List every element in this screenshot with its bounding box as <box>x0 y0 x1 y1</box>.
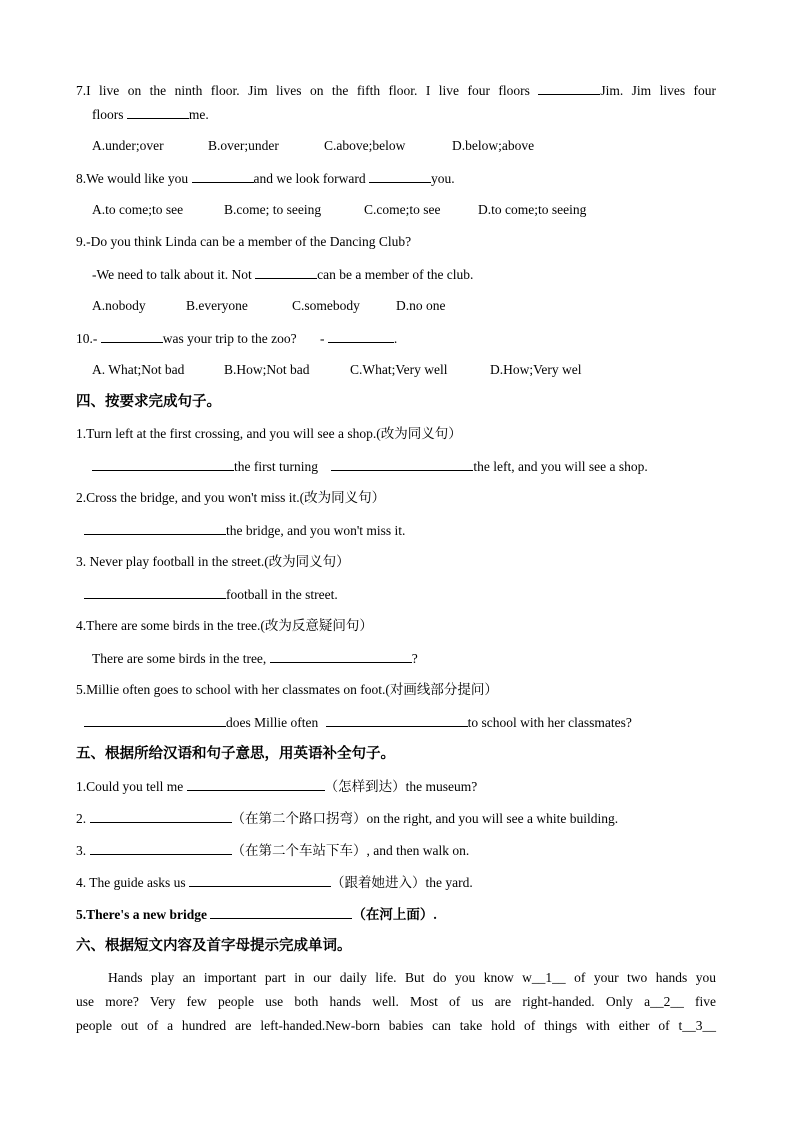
option-c[interactable]: C.above;below <box>324 138 406 153</box>
option-c[interactable]: C.somebody <box>292 298 360 313</box>
option-d[interactable]: D.How;Very wel <box>490 362 582 377</box>
option-a[interactable]: A. What;Not bad <box>92 362 185 377</box>
q10-question: 10.- was your trip to the zoo? - . <box>76 331 398 346</box>
q9-question: 9.-Do you think Linda can be a member of the Dancing Club? <box>76 234 412 249</box>
s4-a1: the first turning the left, and you will see a shop. <box>92 457 648 476</box>
option-c[interactable]: C.come;to see <box>364 202 441 217</box>
answer-blank[interactable] <box>90 841 232 855</box>
q9-options <box>92 297 446 315</box>
answer-blank[interactable] <box>92 457 234 471</box>
answer-blank[interactable] <box>84 521 226 535</box>
option-c[interactable]: C.What;Very well <box>350 362 448 377</box>
section-4-title: 四、按要求完成句子。 <box>76 394 221 410</box>
answer-blank[interactable] <box>210 905 352 919</box>
s4-a4: There are some birds in the tree, ? <box>92 651 418 666</box>
option-a[interactable]: A.to come;to see <box>92 202 184 217</box>
s5-q2: 2. （在第二个路口拐弯）on the right, and you will see a white building. <box>76 811 619 826</box>
q7-options <box>92 137 534 155</box>
q7-line2: floors me. <box>92 107 209 122</box>
q9-answer: -We need to talk about it. Not can be a member of the club. <box>92 267 474 282</box>
q8-options <box>92 201 586 219</box>
s4-q1: 1.Turn left at the first crossing, and you will see a shop.(改为同义句） <box>76 426 462 441</box>
passage-line-1: Hands play an important part in our daily life. But do you know w__1__ of your two hands you <box>108 970 716 985</box>
s5-q1: 1.Could you tell me （怎样到达）the museum? <box>76 779 478 794</box>
answer-blank[interactable] <box>84 585 226 599</box>
option-a[interactable]: A.under;over <box>92 138 164 153</box>
answer-blank[interactable] <box>331 457 473 471</box>
answer-blank[interactable] <box>187 777 325 791</box>
section-5-title: 五、根据所给汉语和句子意思，用英语补全句子。 <box>76 746 395 762</box>
option-b[interactable]: B.everyone <box>186 298 248 313</box>
answer-blank[interactable] <box>189 873 331 887</box>
answer-blank[interactable] <box>326 713 468 727</box>
option-d[interactable]: D.below;above <box>452 138 535 153</box>
option-b[interactable]: B.over;under <box>208 138 279 153</box>
answer-blank[interactable] <box>127 105 189 119</box>
s5-q4: 4. The guide asks us （跟着她进入）the yard. <box>76 875 473 890</box>
answer-blank[interactable] <box>255 265 317 279</box>
s4-q5: 5.Millie often goes to school with her classmates on foot.(对画线部分提问） <box>76 682 498 697</box>
answer-blank[interactable] <box>538 81 600 95</box>
answer-blank[interactable] <box>84 713 226 727</box>
answer-blank[interactable] <box>90 809 232 823</box>
s5-q5: 5.There's a new bridge （在河上面）. <box>76 907 437 922</box>
s5-q3: 3. （在第二个车站下车）, and then walk on. <box>76 843 470 858</box>
option-b[interactable]: B.come; to seeing <box>224 202 322 217</box>
s4-a5: does Millie often to school with her classmates? <box>84 713 632 732</box>
section-6-title: 六、根据短文内容及首字母提示完成单词。 <box>76 938 352 954</box>
option-a[interactable]: A.nobody <box>92 298 146 313</box>
s4-a3: football in the street. <box>84 585 338 604</box>
q10-options <box>92 361 581 379</box>
option-d[interactable]: D.no one <box>396 298 446 313</box>
option-b[interactable]: B.How;Not bad <box>224 362 310 377</box>
answer-blank[interactable] <box>270 649 412 663</box>
option-d[interactable]: D.to come;to seeing <box>478 202 587 217</box>
passage-line-2: use more? Very few people use both hands well. Most of us are right-handed. Only a__2__ five <box>76 994 716 1009</box>
q8-question: 8.We would like you and we look forward you. <box>76 171 455 186</box>
s4-q2: 2.Cross the bridge, and you won't miss it.(改为同义句） <box>76 490 386 505</box>
s4-a2: the bridge, and you won't miss it. <box>84 521 405 540</box>
s4-q3: 3. Never play football in the street.(改为同义句） <box>76 554 350 569</box>
s4-q4: 4.There are some birds in the tree.(改为反意疑问句） <box>76 618 373 633</box>
answer-blank[interactable] <box>328 329 394 343</box>
answer-blank[interactable] <box>369 169 431 183</box>
answer-blank[interactable] <box>192 169 254 183</box>
answer-blank[interactable] <box>101 329 163 343</box>
passage-line-3: people out of a hundred are left-handed.New-born babies can take hold of things with either of t__3__ <box>76 1018 716 1033</box>
q7-line1: 7.I live on the ninth floor. Jim lives on the fifth floor. I live four floors Jim. Jim lives four <box>76 83 716 98</box>
